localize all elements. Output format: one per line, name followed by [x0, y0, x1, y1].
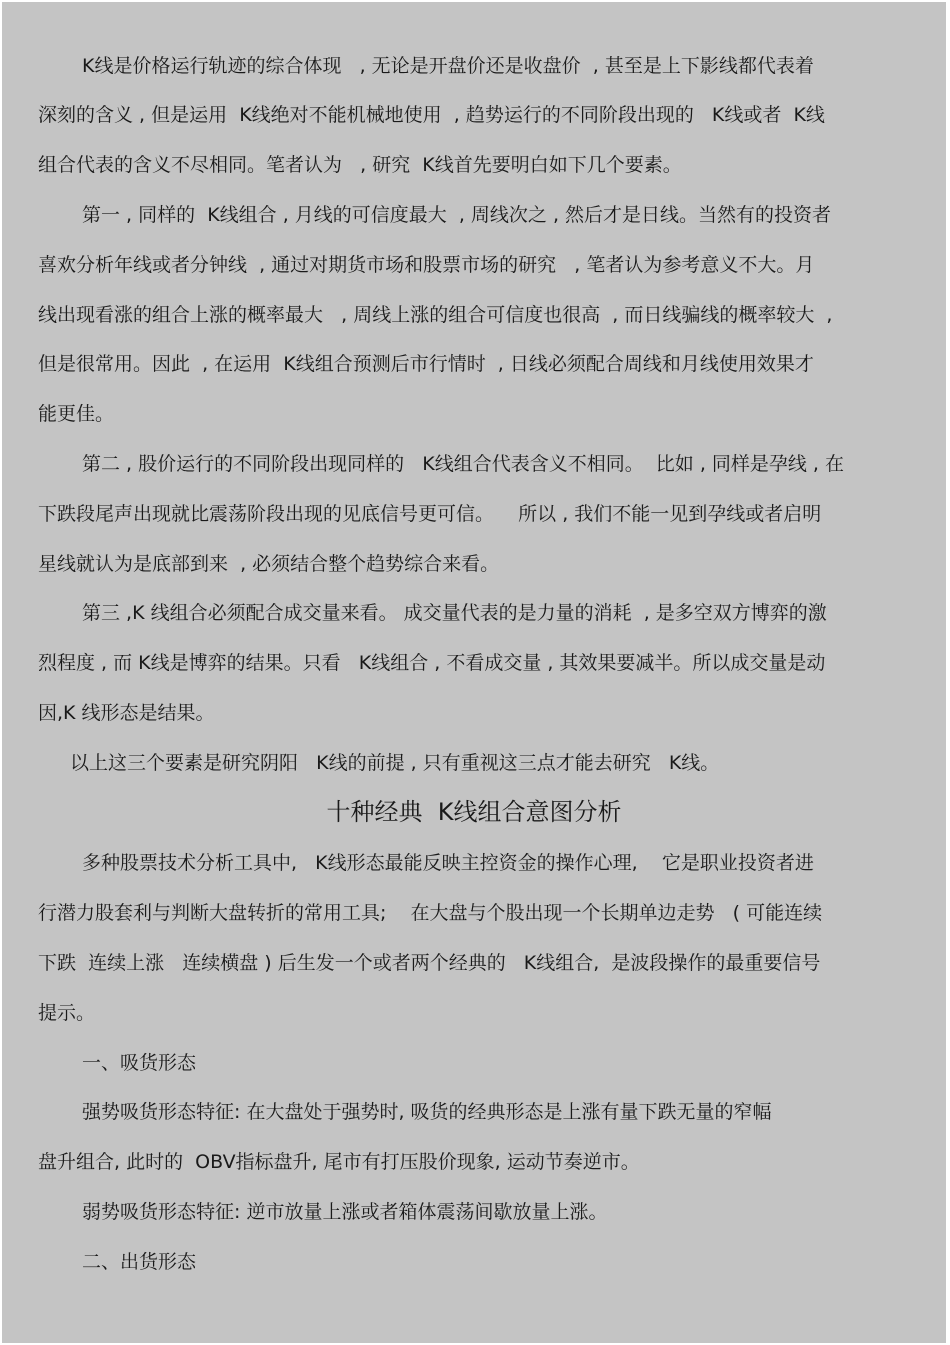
document-page: [2, 2, 946, 1343]
text-line: 提示。: [38, 1002, 96, 1024]
text-line: K线是价格运行轨迹的综合体现 , 无论是开盘价还是收盘价 , 甚至是上下影线都代表着: [82, 55, 814, 77]
text-line: 线出现看涨的组合上涨的概率最大 , 周线上涨的组合可信度也很高 , 而日线骗线的概率较大 ,: [38, 304, 833, 326]
text-line: 第三 ,K 线组合必须配合成交量来看。 成交量代表的是力量的消耗 , 是多空双方博弈的激: [82, 602, 827, 624]
text-line: 星线就认为是底部到来 , 必须结合整个趋势综合来看。: [38, 553, 500, 575]
text-line: 以上这三个要素是研究阴阳 K线的前提 , 只有重视这三点才能去研究 K线。: [70, 752, 720, 774]
text-line: 强势吸货形态特征: 在大盘处于强势时, 吸货的经典形态是上涨有量下跌无量的窄幅: [82, 1101, 772, 1123]
text-line: 第一 , 同样的 K线组合 , 月线的可信度最大 , 周线次之 , 然后才是日线。当然有的投资者: [82, 204, 832, 226]
text-line: 第二 , 股价运行的不同阶段出现同样的 K线组合代表含义不相同。 比如 , 同样是孕线 , 在: [82, 453, 845, 475]
text-line: 深刻的含义 , 但是运用 K线绝对不能机械地使用 , 趋势运行的不同阶段出现的 K线或者 K线: [38, 104, 825, 126]
text-line: 弱势吸货形态特征: 逆市放量上涨或者箱体震荡间歇放量上涨。: [82, 1201, 608, 1223]
text-line: 因,K 线形态是结果。: [38, 702, 215, 724]
subsection-heading: 二、出货形态: [82, 1251, 197, 1273]
subsection-heading: 一、吸货形态: [82, 1052, 197, 1074]
text-line: 下跌 连续上涨 连续横盘 ) 后生发一个或者两个经典的 K线组合, 是波段操作的最重要信号: [38, 952, 821, 974]
text-line: 烈程度 , 而 K线是博弈的结果。只看 K线组合 , 不看成交量 , 其效果要减半。所以成交量是动: [38, 652, 826, 674]
text-line: 下跌段尾声出现就比震荡阶段出现的见底信号更可信。 所以 , 我们不能一见到孕线或者启明: [38, 503, 822, 525]
text-line: 盘升组合, 此时的 OBV指标盘升, 尾市有打压股价现象, 运动节奏逆市。: [38, 1151, 640, 1173]
text-line: 多种股票技术分析工具中, K线形态最能反映主控资金的操作心理, 它是职业投资者进: [82, 852, 814, 874]
section-heading: 十种经典 K线组合意图分析: [326, 798, 622, 826]
text-line: 行潜力股套利与判断大盘转折的常用工具; 在大盘与个股出现一个长期单边走势 ( 可能连续: [38, 902, 823, 924]
text-line: 组合代表的含义不尽相同。笔者认为 , 研究 K线首先要明白如下几个要素。: [38, 154, 682, 176]
text-line: 能更佳。: [38, 403, 115, 425]
text-line: 但是很常用。因此 , 在运用 K线组合预测后市行情时 , 日线必须配合周线和月线使用效果才: [38, 353, 814, 375]
text-line: 喜欢分析年线或者分钟线 , 通过对期货市场和股票市场的研究 , 笔者认为参考意义不大。月: [38, 254, 815, 276]
